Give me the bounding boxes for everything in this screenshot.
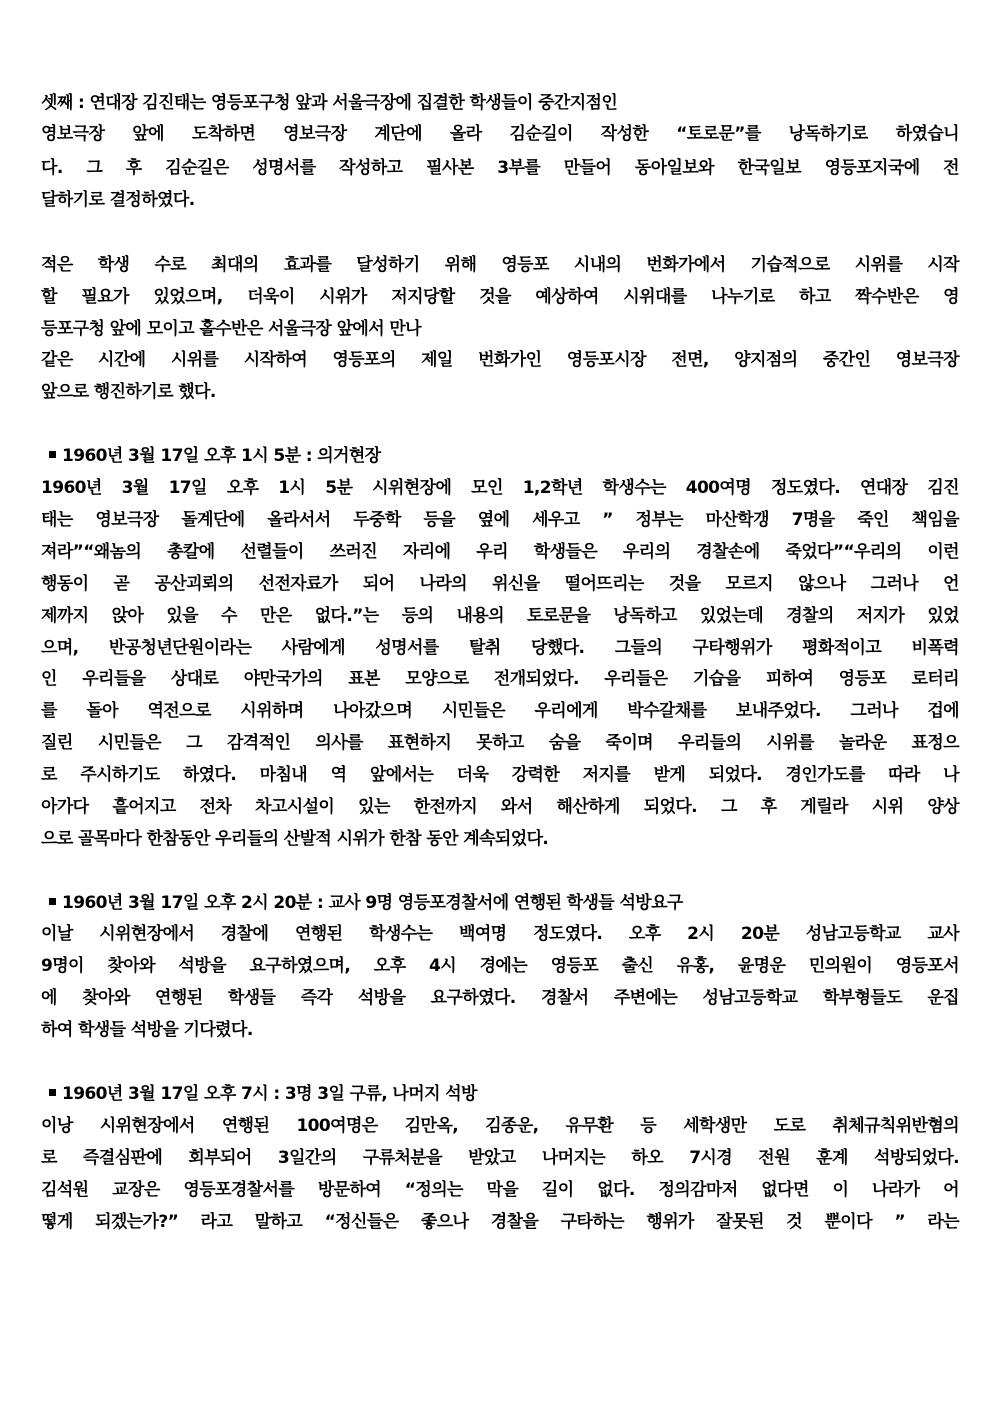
- bullet-square-icon: [49, 898, 56, 905]
- section-3-line-4: 떻게 되겠는가?” 라고 말하고 “정신들은 좋으나 경찰을 구타하는 행위가 잘못된 것 뿐이다 ” 라는: [41, 1212, 959, 1232]
- section-1-line-8: 를 돌아 역전으로 시위하며 나아갔으며 시민들은 우리에게 박수갈채를 보내주었다. 그러나 겁에: [41, 701, 959, 721]
- section-2-heading: [41, 890, 959, 916]
- paragraph-1-line-2: 영보극장 앞에 도착하면 영보극장 계단에 올라 김순길이 작성한 “토로문”를 낭독하기로 하였습니: [41, 124, 959, 144]
- paragraph-1-line-3: 다. 그 후 김순길은 성명서를 작성하고 필사본 3부를 만들어 동아일보와 한국일보 영등포지국에 전: [41, 158, 959, 178]
- section-1-line-12: 으로 골목마다 한참동안 우리들의 산발적 시위가 한참 동안 계속되었다.: [41, 829, 549, 849]
- section-2-line-2: 9명이 찾아와 석방을 요구하였으며, 오후 4시 경에는 영등포 출신 유홍, 윤명운 민의원이 영등포서: [41, 956, 959, 976]
- section-1-line-3: 져라”“왜놈의 총칼에 선렬들이 쓰러진 자리에 우리 학생들은 우리의 경찰손에 죽었다”“우리의 이런: [41, 542, 959, 562]
- section-1-line-5: 제까지 앉아 있을 수 만은 없다.”는 등의 내용의 토로문을 낭독하고 있었는데 경찰의 저지가 있었: [41, 606, 959, 626]
- section-2-heading-text: 1960년 3월 17일 오후 2시 20분 : 교사 9명 영등포경찰서에 연행된 학생들 석방요구: [62, 893, 683, 913]
- section-2-line-3: 에 찾아와 연행된 학생들 즉각 석방을 요구하였다. 경찰서 주변에는 성남고등학교 학부형들도 운집: [41, 988, 959, 1008]
- bullet-square-icon: [49, 1089, 56, 1096]
- section-1-line-4: 행동이 곧 공산괴뢰의 선전자료가 되어 나라의 위신을 떨어뜨리는 것을 모르지 않으나 그러나 언: [41, 574, 959, 594]
- section-3-line-2: 로 즉결심판에 회부되어 3일간의 구류처분을 받았고 나머지는 하오 7시경 전원 훈계 석방되었다.: [41, 1148, 959, 1168]
- section-1-line-7: 인 우리들을 상대로 야만국가의 표본 모양으로 전개되었다. 우리들은 기습을 피하여 영등포 로터리: [41, 669, 959, 689]
- section-2-line-1: 이날 시위현장에서 경찰에 연행된 학생수는 백여명 정도였다. 오후 2시 20분 성남고등학교 교사: [41, 924, 959, 944]
- paragraph-2-line-3: 등포구청 앞에 모이고 홀수반은 서울극장 앞에서 만나: [41, 319, 421, 339]
- section-1-line-11: 아가다 흩어지고 전차 차고시설이 있는 한전까지 와서 해산하게 되었다. 그 후 게릴라 시위 양상: [41, 797, 959, 817]
- section-3-heading-text: 1960년 3월 17일 오후 7시 : 3명 3일 구류, 나머지 석방: [62, 1084, 477, 1104]
- paragraph-1-line-1: 셋째 : 연대장 김진태는 영등포구청 앞과 서울극장에 집결한 학생들이 중간지점인: [41, 93, 618, 113]
- section-3-heading: [41, 1081, 959, 1107]
- section-1-heading-text: 1960년 3월 17일 오후 1시 5분 : 의거현장: [62, 446, 381, 466]
- paragraph-1-line-4: 달하기로 결정하였다.: [41, 190, 195, 210]
- section-1-heading: [41, 443, 959, 469]
- paragraph-2-line-4: 같은 시간에 시위를 시작하여 영등포의 제일 번화가인 영등포시장 전면, 양지점의 중간인 영보극장: [41, 350, 959, 370]
- section-1-line-1: 1960년 3월 17일 오후 1시 5분 시위현장에 모인 1,2학년 학생수는 400여명 정도였다. 연대장 김진: [41, 478, 959, 498]
- section-3-line-3: 김석원 교장은 영등포경찰서를 방문하여 “정의는 막을 길이 없다. 정의감마저 없다면 이 나라가 어: [41, 1180, 959, 1200]
- paragraph-2-line-1: 적은 학생 수로 최대의 효과를 달성하기 위해 영등포 시내의 번화가에서 기습적으로 시위를 시작: [41, 255, 959, 275]
- section-1-line-6: 으며, 반공청년단원이라는 사람에게 성명서를 탈취 당했다. 그들의 구타행위가 평화적이고 비폭력: [41, 638, 959, 658]
- section-1-line-2: 태는 영보극장 돌계단에 올라서서 두중학 등을 옆에 세우고 ” 정부는 마산학갱 7명을 죽인 책임을: [41, 510, 959, 530]
- section-1-line-10: 로 주시하기도 하였다. 마침내 역 앞에서는 더욱 강력한 저지를 받게 되었다. 경인가도를 따라 나: [41, 765, 959, 785]
- section-3-line-1: 이낭 시위현장에서 연행된 100여명은 김만옥, 김종운, 유무환 등 세학생만 도로 취체규칙위반혐의: [41, 1116, 959, 1136]
- section-2-line-4: 하여 학생들 석방을 기다렸다.: [41, 1020, 253, 1040]
- paragraph-2-line-5: 앞으로 행진하기로 했다.: [41, 382, 216, 402]
- paragraph-2-line-2: 할 필요가 있었으며, 더욱이 시위가 저지당할 것을 예상하여 시위대를 나누기로 하고 짝수반은 영: [41, 287, 959, 307]
- section-1-line-9: 질린 시민들은 그 감격적인 의사를 표현하지 못하고 숨을 죽이며 우리들의 시위를 놀라운 표정으: [41, 733, 959, 753]
- bullet-square-icon: [49, 451, 56, 458]
